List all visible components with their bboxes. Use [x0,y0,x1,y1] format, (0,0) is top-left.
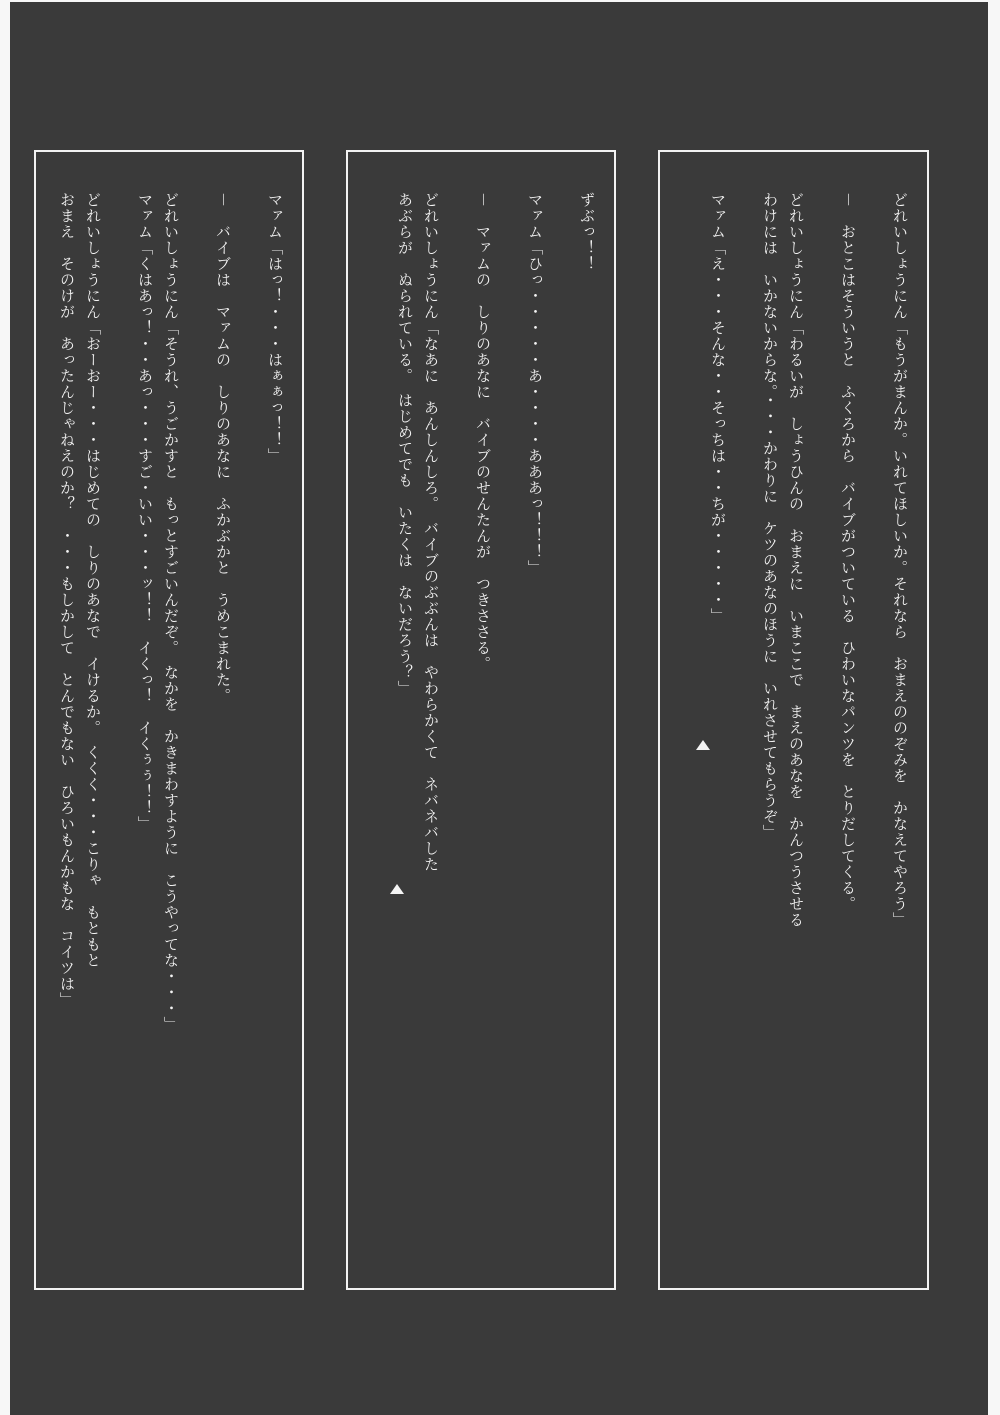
triangle-up-icon[interactable] [696,740,710,750]
dialog-line: どれいしょうにん「わるいが しょうひんの おまえに いまここで まえのあなを かんつうさせる [787,192,805,928]
dialog-line: マァム「ひっ・・・・・あ・・・・あああっ！！！」 [526,192,544,576]
dialog-line: ずぶっ！！ [578,192,596,272]
dialog-box-2 [346,150,616,1290]
dialog-text-1 [674,192,913,1268]
line-gap [861,192,887,1268]
dialog-text-2 [362,192,600,1268]
line-gap [731,192,757,1268]
line-gap [809,192,835,1268]
dialog-box-3 [34,150,304,1290]
dialog-line: わけには いかないからな。・・・かわりに ケツのあなのほうに いれさせてもらうぞ」 [761,192,779,841]
line-gap [106,192,132,1268]
line-gap [444,192,470,1268]
dialog-line: － マァムの しりのあなに バイブのせんたんが つきささる。 [474,192,492,673]
line-gap [496,192,522,1268]
dialog-line: マァム「はっ！・・・はぁぁっ！！」 [266,192,284,464]
dialog-line: どれいしょうにん「なあに あんしんしろ。 バイブのぶぶんは やわらかくて ネバネバした [422,192,440,873]
line-gap [236,192,262,1268]
line-gap [548,192,574,1268]
dialog-line: あぶらが ぬられている。 はじめてでも いたくは ないだろう？」 [396,192,414,697]
dialog-line: － バイブは マァムの しりのあなに ふかぶかと うめこまれた。 [214,192,232,705]
dialog-line: － おとこはそういうと ふくろから バイブがついている ひわいなパンツを とりだしてくる。 [839,192,857,913]
dialog-line: どれいしょうにん「もうがまんか。いれてほしいか。それなら おまえののぞみを かなえてやろう」 [891,192,909,928]
dialog-line: どれいしょうにん「そうれ、うごかすと もっとすごいんだぞ。 なかを かきまわすように こうやってな・・・」 [162,192,180,1033]
dialog-text-3 [50,192,288,1268]
dialog-line: どれいしょうにん「おーおー・・・はじめての しりのあなで イけるか。 くくく・・・こりゃ もともと [84,192,102,969]
dialog-line: マァム「くはあっ！・・あっ・・・すご・いい・・・ッ！！ イくっ！ イくぅぅ！！」 [136,192,154,832]
dialog-box-1 [658,150,929,1290]
dialog-line: マァム「え・・・そんな・・そっちは・・ちが・・・・・」 [709,192,727,624]
line-gap [184,192,210,1268]
dialog-line: おまえ そのけが あったんじゃねえのか？ ・・・もしかして とんでもない ひろいもんかもな コイツは」 [58,192,76,1008]
triangle-up-icon[interactable] [390,884,404,894]
